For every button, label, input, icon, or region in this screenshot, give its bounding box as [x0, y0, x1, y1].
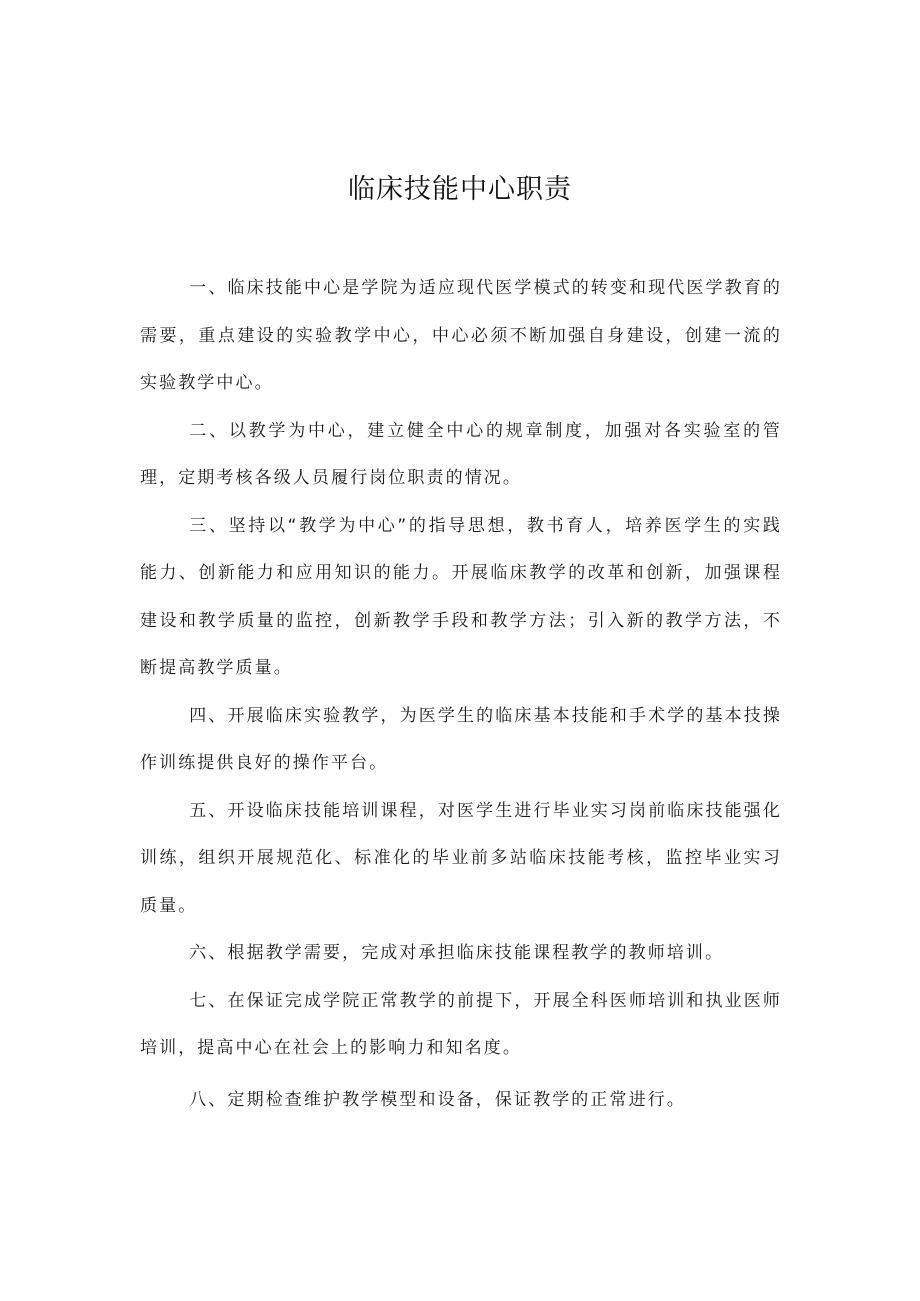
paragraph-8: 八、定期检查维护教学模型和设备，保证教学的正常进行。 [189, 1089, 686, 1110]
paragraph-5: 五、开设临床技能培训课程，对医学生进行毕业实习岗前临床技能强化训练，组织开展规范化、标准化的毕业前多站临床技能考核，监控毕业实习质量。 [140, 800, 782, 916]
paragraph-7: 七、在保证完成学院正常教学的前提下，开展全科医师培训和执业医师培训，提高中心在社会上的影响力和知名度。 [140, 990, 782, 1058]
paragraph-6: 六、根据教学需要，完成对承担临床技能课程教学的教师培训。 [189, 943, 725, 963]
document-body [140, 265, 782, 1124]
paragraph-2: 二、以教学为中心，建立健全中心的规章制度，加强对各实验室的管理，定期考核各级人员履行岗位职责的情况。 [140, 420, 782, 488]
document-title: 临床技能中心职责 [348, 174, 572, 205]
paragraph-3: 三、坚持以“教学为中心”的指导思想，教书育人，培养医学生的实践能力、创新能力和应用知识的能力。开展临床教学的改革和创新，加强课程建设和教学质量的监控，创新教学手段和教学方法；引入新的教学方法，不断提高教学质量。 [140, 515, 782, 678]
paragraph-1: 一、临床技能中心是学院为适应现代医学模式的转变和现代医学教育的需要，重点建设的实验教学中心，中心必须不断加强自身建设，创建一流的实验教学中心。 [140, 278, 782, 393]
paragraph-4: 四、开展临床实验教学，为医学生的临床基本技能和手术学的基本技操作训练提供良好的操作平台。 [140, 705, 782, 773]
